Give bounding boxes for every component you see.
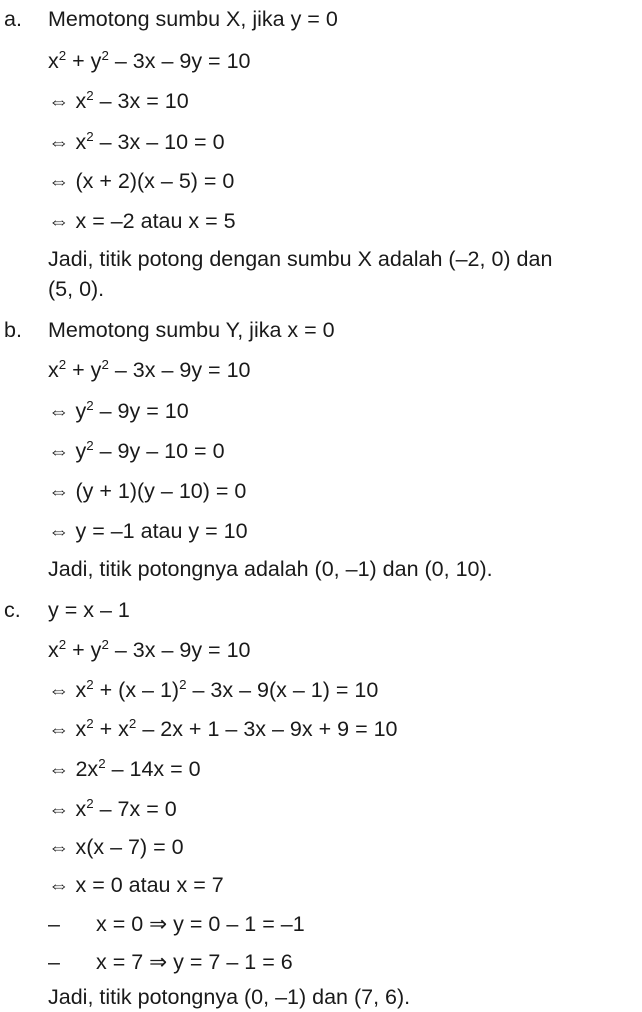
equation-line: ⇔ $2x^2 - 14x = 0$ [48, 755, 201, 781]
case-line: x = 7 ⇒ y = 7 – 1 = 6 [96, 950, 293, 974]
part-heading: Memotong sumbu X, jika y = 0 [48, 7, 338, 31]
equation-line: ⇔ x = –2 atau x = 5 [48, 209, 236, 233]
equation-line: ⇔ $x^2 + x^2 - 2x + 1 - 3x - 9x + 9 = 10$ [48, 715, 398, 741]
equation-line: ⇔ $x^2 - 7x = 0$ [48, 795, 177, 821]
conclusion-line: Jadi, titik potongnya adalah (0, –1) dan (0, 10). [48, 557, 493, 581]
conclusion-line: Jadi, titik potong dengan sumbu X adalah (–2, 0) dan [48, 247, 553, 271]
equation-line: ⇔ (x + 2)(x – 5) = 0 [48, 169, 235, 193]
equation-line: ⇔ y = –1 atau y = 10 [48, 519, 248, 543]
equation-line: $x^2 + y^2 - 3x - 9y = 10$ [48, 356, 251, 382]
part-marker: c. [4, 598, 21, 622]
part-marker: b. [4, 318, 22, 342]
equation-line: $x^2 + y^2 - 3x - 9y = 10$ [48, 47, 251, 73]
equation-line: ⇔ $y^2 - 9y - 10 = 0$ [48, 437, 225, 463]
case-line: x = 0 ⇒ y = 0 – 1 = –1 [96, 912, 305, 936]
equation-line: ⇔ $y^2 - 9y = 10$ [48, 397, 189, 423]
equation-line: ⇔ $x^2 - 3x = 10$ [48, 87, 189, 113]
case-dash: – [48, 912, 60, 936]
conclusion-line: Jadi, titik potongnya (0, –1) dan (7, 6). [48, 985, 411, 1009]
equation-line: ⇔ $x^2 - 3x - 10 = 0$ [48, 128, 225, 154]
equation-line: $x^2 + y^2 - 3x - 9y = 10$ [48, 636, 251, 662]
equation-line: ⇔ x = 0 atau x = 7 [48, 873, 224, 897]
conclusion-line: (5, 0). [48, 277, 105, 301]
part-marker: a. [4, 7, 22, 31]
part-heading: Memotong sumbu Y, jika x = 0 [48, 318, 335, 342]
equation-line: ⇔ $x^2 + (x - 1)^2 - 3x - 9(x - 1) = 10$ [48, 676, 379, 702]
part-heading: y = x – 1 [48, 598, 130, 622]
equation-line: ⇔ (y + 1)(y – 10) = 0 [48, 479, 247, 503]
case-dash: – [48, 950, 60, 974]
equation-line: ⇔ x(x – 7) = 0 [48, 835, 184, 859]
